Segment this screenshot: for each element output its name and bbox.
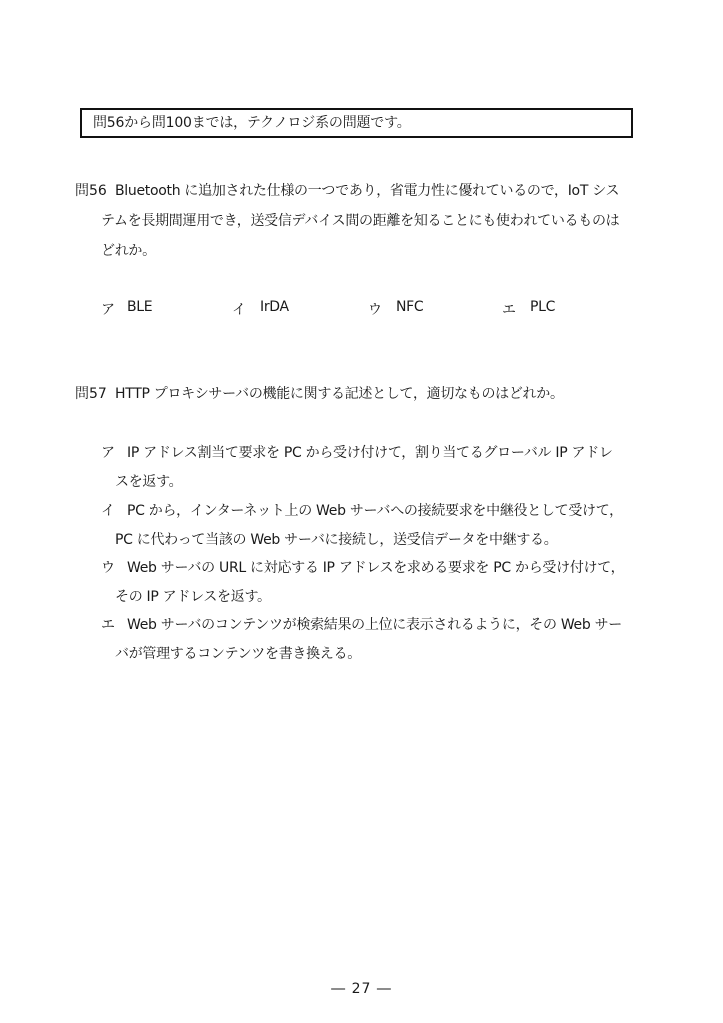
option-text-line-2: バが管理するコンテンツを書き換える。 (115, 646, 361, 662)
question-57-number: 問57 (75, 386, 107, 402)
question-56-line-2: テムを長期間運用でき，送受信デバイス間の距離を知ることにも使われているものは (101, 213, 620, 229)
option-text: PLC (530, 299, 556, 315)
section-header-text: 問56から問100までは，テクノロジ系の問題です。 (93, 115, 411, 131)
option-text-line-1: Web サーバのコンテンツが検索結果の上位に表示されるように，その Web サー (127, 617, 622, 633)
section-header-box (80, 108, 633, 138)
option-label: ウ (101, 560, 115, 576)
option-label: エ (502, 302, 516, 318)
option-label: エ (101, 617, 115, 633)
option-text: IrDA (260, 299, 289, 315)
question-56-line-3: どれか。 (101, 243, 156, 259)
question-57-text: HTTP プロキシサーバの機能に関する記述として，適切なものはどれか。 (115, 386, 564, 402)
option-label: ア (101, 445, 115, 461)
option-label: ア (101, 302, 115, 318)
option-text: NFC (396, 299, 424, 315)
option-text-line-1: Web サーバの URL に対応する IP アドレスを求める要求を PC から受け付けて， (127, 560, 625, 576)
page-number: ― 27 ― (331, 981, 392, 997)
option-label: イ (101, 503, 115, 519)
option-text-line-1: IP アドレス割当て要求を PC から受け付けて，割り当てるグローバル IP アドレ (127, 445, 613, 461)
option-text-line-2: PC に代わって当該の Web サーバに接続し，送受信データを中継する。 (115, 532, 558, 548)
option-text-line-2: その IP アドレスを返す。 (115, 589, 271, 605)
option-label: イ (232, 302, 246, 318)
question-56-number: 問56 (75, 183, 107, 199)
option-text: BLE (127, 299, 153, 315)
option-text-line-1: PC から，インターネット上の Web サーバへの接続要求を中継役として受けて， (127, 503, 623, 519)
question-56-line-1: Bluetooth に追加された仕様の一つであり，省電力性に優れているので，IoT シス (115, 183, 620, 199)
option-label: ウ (368, 302, 382, 318)
option-text-line-2: スを返す。 (115, 474, 183, 490)
